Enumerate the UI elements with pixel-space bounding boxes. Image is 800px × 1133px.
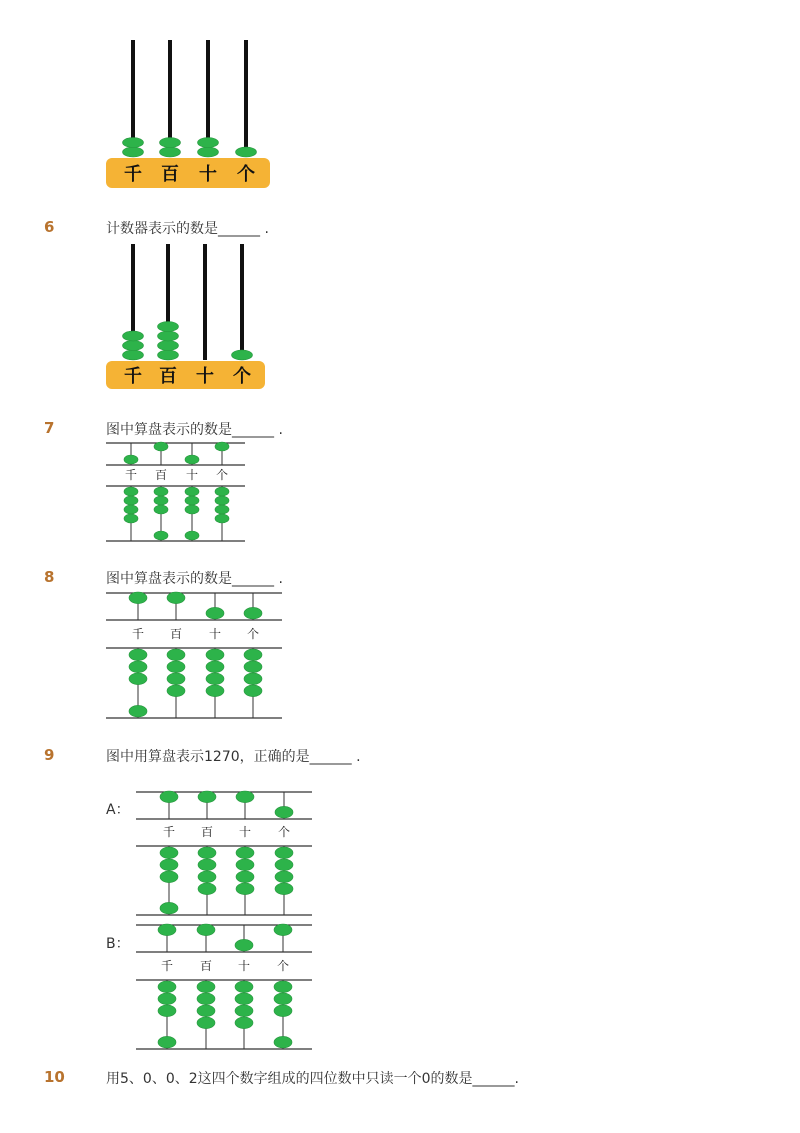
abacus-lower-bead bbox=[154, 487, 168, 496]
abacus-lower-bead bbox=[215, 505, 229, 514]
abacus-lower-bead bbox=[215, 514, 229, 523]
abacus-lower-bead bbox=[236, 883, 254, 895]
abacus-lower-bead bbox=[235, 981, 253, 993]
abacus-lower-bead bbox=[185, 496, 199, 505]
counter-q6 bbox=[106, 244, 265, 389]
abacus-lower-bead bbox=[236, 859, 254, 871]
counter-bead bbox=[236, 147, 257, 157]
abacus-lower-bead bbox=[244, 661, 262, 673]
abacus-upper-bead bbox=[167, 592, 185, 604]
counter-bead bbox=[158, 341, 179, 351]
counter-bead bbox=[158, 322, 179, 332]
place-label: 百 bbox=[159, 366, 177, 387]
place-label: 个 bbox=[215, 468, 229, 482]
place-label: 十 bbox=[208, 627, 222, 641]
option-a-label: A： bbox=[106, 802, 130, 818]
place-label: 十 bbox=[238, 825, 252, 839]
abacus-lower-bead bbox=[275, 847, 293, 859]
place-label: 百 bbox=[200, 825, 214, 839]
counter-bead bbox=[198, 138, 219, 148]
abacus-upper-bead bbox=[185, 455, 199, 464]
counter-rod bbox=[240, 244, 244, 360]
abacus-lower-bead bbox=[129, 661, 147, 673]
abacus-upper-bead bbox=[236, 791, 254, 803]
place-label: 千 bbox=[124, 164, 142, 185]
abacus-lower-bead bbox=[275, 883, 293, 895]
abacus-q9-a bbox=[136, 791, 312, 915]
abacus-lower-bead bbox=[129, 705, 147, 717]
counter-rod bbox=[244, 40, 248, 156]
question-number-8: 8 bbox=[44, 568, 55, 586]
abacus-lower-bead bbox=[235, 1017, 253, 1029]
question-number-10: 10 bbox=[44, 1068, 65, 1086]
abacus-upper-bead bbox=[197, 924, 215, 936]
abacus-lower-bead bbox=[160, 871, 178, 883]
abacus-lower-bead bbox=[124, 487, 138, 496]
abacus-lower-bead bbox=[215, 496, 229, 505]
abacus-lower-bead bbox=[129, 673, 147, 685]
abacus-lower-bead bbox=[185, 505, 199, 514]
abacus-upper-bead bbox=[244, 607, 262, 619]
counter-top bbox=[106, 40, 270, 188]
abacus-upper-bead bbox=[215, 442, 229, 451]
place-label: 十 bbox=[185, 468, 199, 482]
question-number-9: 9 bbox=[44, 746, 55, 764]
place-label: 百 bbox=[161, 164, 179, 185]
abacus-upper-bead bbox=[160, 791, 178, 803]
question-number-6: 6 bbox=[44, 218, 55, 236]
place-label: 千 bbox=[131, 627, 145, 641]
question-text-6: 计数器表示的数是______ . bbox=[106, 221, 269, 237]
abacus-lower-bead bbox=[198, 883, 216, 895]
abacus-lower-bead bbox=[160, 902, 178, 914]
abacus-q8 bbox=[106, 592, 282, 718]
counter-bead bbox=[158, 331, 179, 341]
abacus-lower-bead bbox=[235, 1005, 253, 1017]
question-text-10: 用5、0、0、2这四个数字组成的四位数中只读一个0的数是______. bbox=[106, 1071, 519, 1087]
abacus-lower-bead bbox=[167, 661, 185, 673]
abacus-lower-bead bbox=[274, 1005, 292, 1017]
place-label: 十 bbox=[237, 959, 251, 973]
abacus-lower-bead bbox=[197, 1005, 215, 1017]
abacus-q9-b bbox=[136, 924, 312, 1049]
abacus-lower-bead bbox=[236, 847, 254, 859]
abacus-lower-bead bbox=[158, 993, 176, 1005]
abacus-lower-bead bbox=[160, 859, 178, 871]
place-label: 百 bbox=[199, 959, 213, 973]
abacus-lower-bead bbox=[129, 649, 147, 661]
place-label: 个 bbox=[237, 164, 255, 185]
abacus-lower-bead bbox=[274, 1036, 292, 1048]
counter-bead bbox=[123, 331, 144, 341]
abacus-lower-bead bbox=[154, 505, 168, 514]
abacus-lower-bead bbox=[198, 847, 216, 859]
place-label: 十 bbox=[199, 164, 217, 185]
abacus-lower-bead bbox=[206, 649, 224, 661]
abacus-lower-bead bbox=[154, 531, 168, 540]
abacus-upper-bead bbox=[235, 939, 253, 951]
question-number-7: 7 bbox=[44, 419, 55, 437]
abacus-lower-bead bbox=[124, 514, 138, 523]
abacus-upper-bead bbox=[274, 924, 292, 936]
place-label: 千 bbox=[124, 468, 138, 482]
abacus-upper-bead bbox=[206, 607, 224, 619]
abacus-lower-bead bbox=[274, 981, 292, 993]
abacus-lower-bead bbox=[274, 993, 292, 1005]
counter-bead bbox=[160, 147, 181, 157]
abacus-lower-bead bbox=[197, 993, 215, 1005]
abacus-lower-bead bbox=[236, 871, 254, 883]
abacus-lower-bead bbox=[198, 859, 216, 871]
abacus-lower-bead bbox=[275, 859, 293, 871]
place-label: 千 bbox=[160, 959, 174, 973]
abacus-upper-bead bbox=[154, 442, 168, 451]
place-label: 百 bbox=[169, 627, 183, 641]
counter-bead bbox=[123, 350, 144, 360]
abacus-lower-bead bbox=[206, 685, 224, 697]
counter-bead bbox=[160, 138, 181, 148]
abacus-lower-bead bbox=[275, 871, 293, 883]
place-label: 个 bbox=[246, 627, 260, 641]
abacus-lower-bead bbox=[185, 487, 199, 496]
place-label: 十 bbox=[196, 366, 214, 387]
abacus-lower-bead bbox=[124, 505, 138, 514]
abacus-upper-bead bbox=[158, 924, 176, 936]
counter-bead bbox=[123, 341, 144, 351]
place-label: 千 bbox=[162, 825, 176, 839]
abacus-lower-bead bbox=[167, 673, 185, 685]
abacus-lower-bead bbox=[167, 649, 185, 661]
abacus-lower-bead bbox=[244, 685, 262, 697]
abacus-lower-bead bbox=[158, 1036, 176, 1048]
abacus-lower-bead bbox=[197, 1017, 215, 1029]
counter-bead bbox=[123, 147, 144, 157]
counter-bead bbox=[232, 350, 253, 360]
abacus-lower-bead bbox=[185, 531, 199, 540]
counter-bead bbox=[158, 350, 179, 360]
option-b-label: B： bbox=[106, 936, 130, 952]
abacus-lower-bead bbox=[160, 847, 178, 859]
abacus-lower-bead bbox=[244, 673, 262, 685]
abacus-upper-bead bbox=[124, 455, 138, 464]
abacus-lower-bead bbox=[124, 496, 138, 505]
abacus-lower-bead bbox=[206, 673, 224, 685]
counter-bead bbox=[123, 138, 144, 148]
abacus-lower-bead bbox=[244, 649, 262, 661]
abacus-lower-bead bbox=[158, 981, 176, 993]
abacus-upper-bead bbox=[198, 791, 216, 803]
abacus-lower-bead bbox=[158, 1005, 176, 1017]
place-label: 个 bbox=[276, 959, 290, 973]
abacus-lower-bead bbox=[167, 685, 185, 697]
abacus-upper-bead bbox=[275, 806, 293, 818]
place-label: 个 bbox=[233, 366, 251, 387]
abacus-lower-bead bbox=[215, 487, 229, 496]
place-label: 百 bbox=[154, 468, 168, 482]
abacus-lower-bead bbox=[197, 981, 215, 993]
place-label: 千 bbox=[124, 366, 142, 387]
abacus-q7 bbox=[106, 442, 245, 541]
abacus-lower-bead bbox=[206, 661, 224, 673]
place-label: 个 bbox=[277, 825, 291, 839]
question-text-8: 图中算盘表示的数是______ . bbox=[106, 571, 283, 587]
question-text-9: 图中用算盘表示1270，正确的是______ . bbox=[106, 749, 361, 765]
abacus-lower-bead bbox=[154, 496, 168, 505]
counter-rod bbox=[203, 244, 207, 360]
abacus-lower-bead bbox=[235, 993, 253, 1005]
question-text-7: 图中算盘表示的数是______ . bbox=[106, 422, 283, 438]
counter-bead bbox=[198, 147, 219, 157]
abacus-lower-bead bbox=[198, 871, 216, 883]
abacus-upper-bead bbox=[129, 592, 147, 604]
